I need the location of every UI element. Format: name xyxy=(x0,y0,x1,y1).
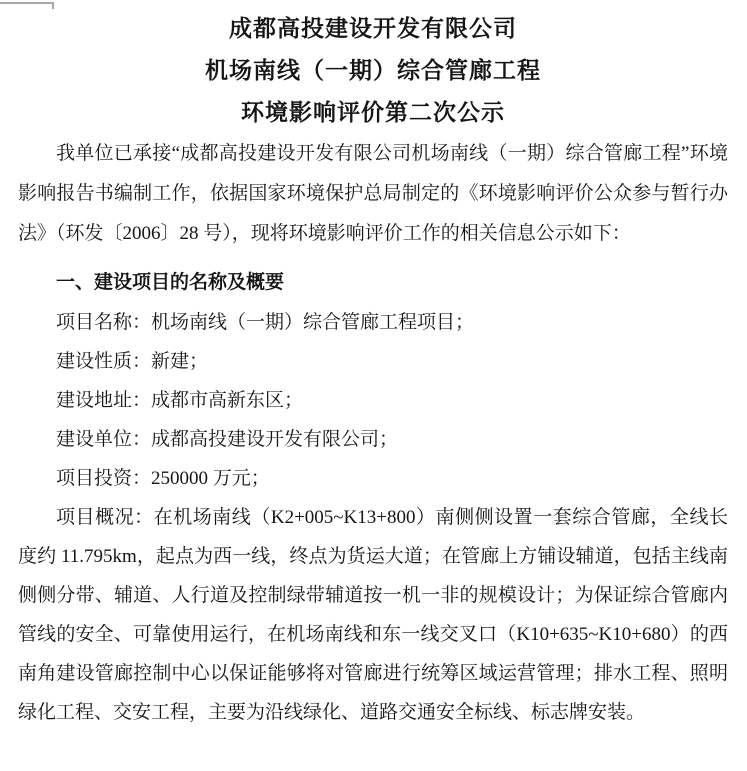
title-line-company: 成都高投建设开发有限公司 xyxy=(229,16,517,41)
field-line-project-investment: 项目投资：250000 万元； xyxy=(56,468,270,489)
border-fragment-horizontal xyxy=(0,2,54,4)
section-heading: 一、建设项目的名称及概要 xyxy=(56,272,285,293)
field-line-construction-address: 建设地址：成都市高新东区； xyxy=(56,390,304,411)
intro-paragraph: 我单位已承接“成都高投建设开发有限公司机场南线（一期）综合管廊工程”环境影响报告书编制工作，依据国家环境保护总局制定的《环境影响评价公众参与暂行办法》（环发〔2006〕28 号），现将环境影响评价工作的相关信息公示如下： xyxy=(18,143,728,244)
field-line-project-name: 项目名称：机场南线（一期）综合管廊工程项目； xyxy=(56,312,475,333)
overview-paragraph: 项目概况：在机场南线（K2+005~K13+800）南侧侧设置一套综合管廊，全线长度约 11.795km，起点为西一线，终点为货运大道；在管廊上方铺设辅道，包括主线南侧侧分带、辅道、人行道及控制绿带辅道按一机一非的规模设计；为保证综合管廊内管线的安全、可靠使用运行，在机场南线和东一线交叉口（K10+635~K10+680）的西南角建设管廊控制中心以保证能够将对管廊进行统筹区域运营管理；排水工程、照明绿化工程、交安工程，主要为沿线绿化、道路交通安全标线、标志牌安装。 xyxy=(18,507,728,723)
document-header xyxy=(18,0,728,134)
field-line-construction-nature: 建设性质：新建； xyxy=(56,351,209,372)
field-line-construction-unit: 建设单位：成都高投建设开发有限公司； xyxy=(56,429,399,450)
table-border-fragment xyxy=(0,2,60,12)
border-fragment-vertical xyxy=(52,4,54,9)
title-line-project: 机场南线（一期）综合管廊工程 xyxy=(205,58,541,83)
title-line-notice: 环境影响评价第二次公示 xyxy=(241,100,505,125)
